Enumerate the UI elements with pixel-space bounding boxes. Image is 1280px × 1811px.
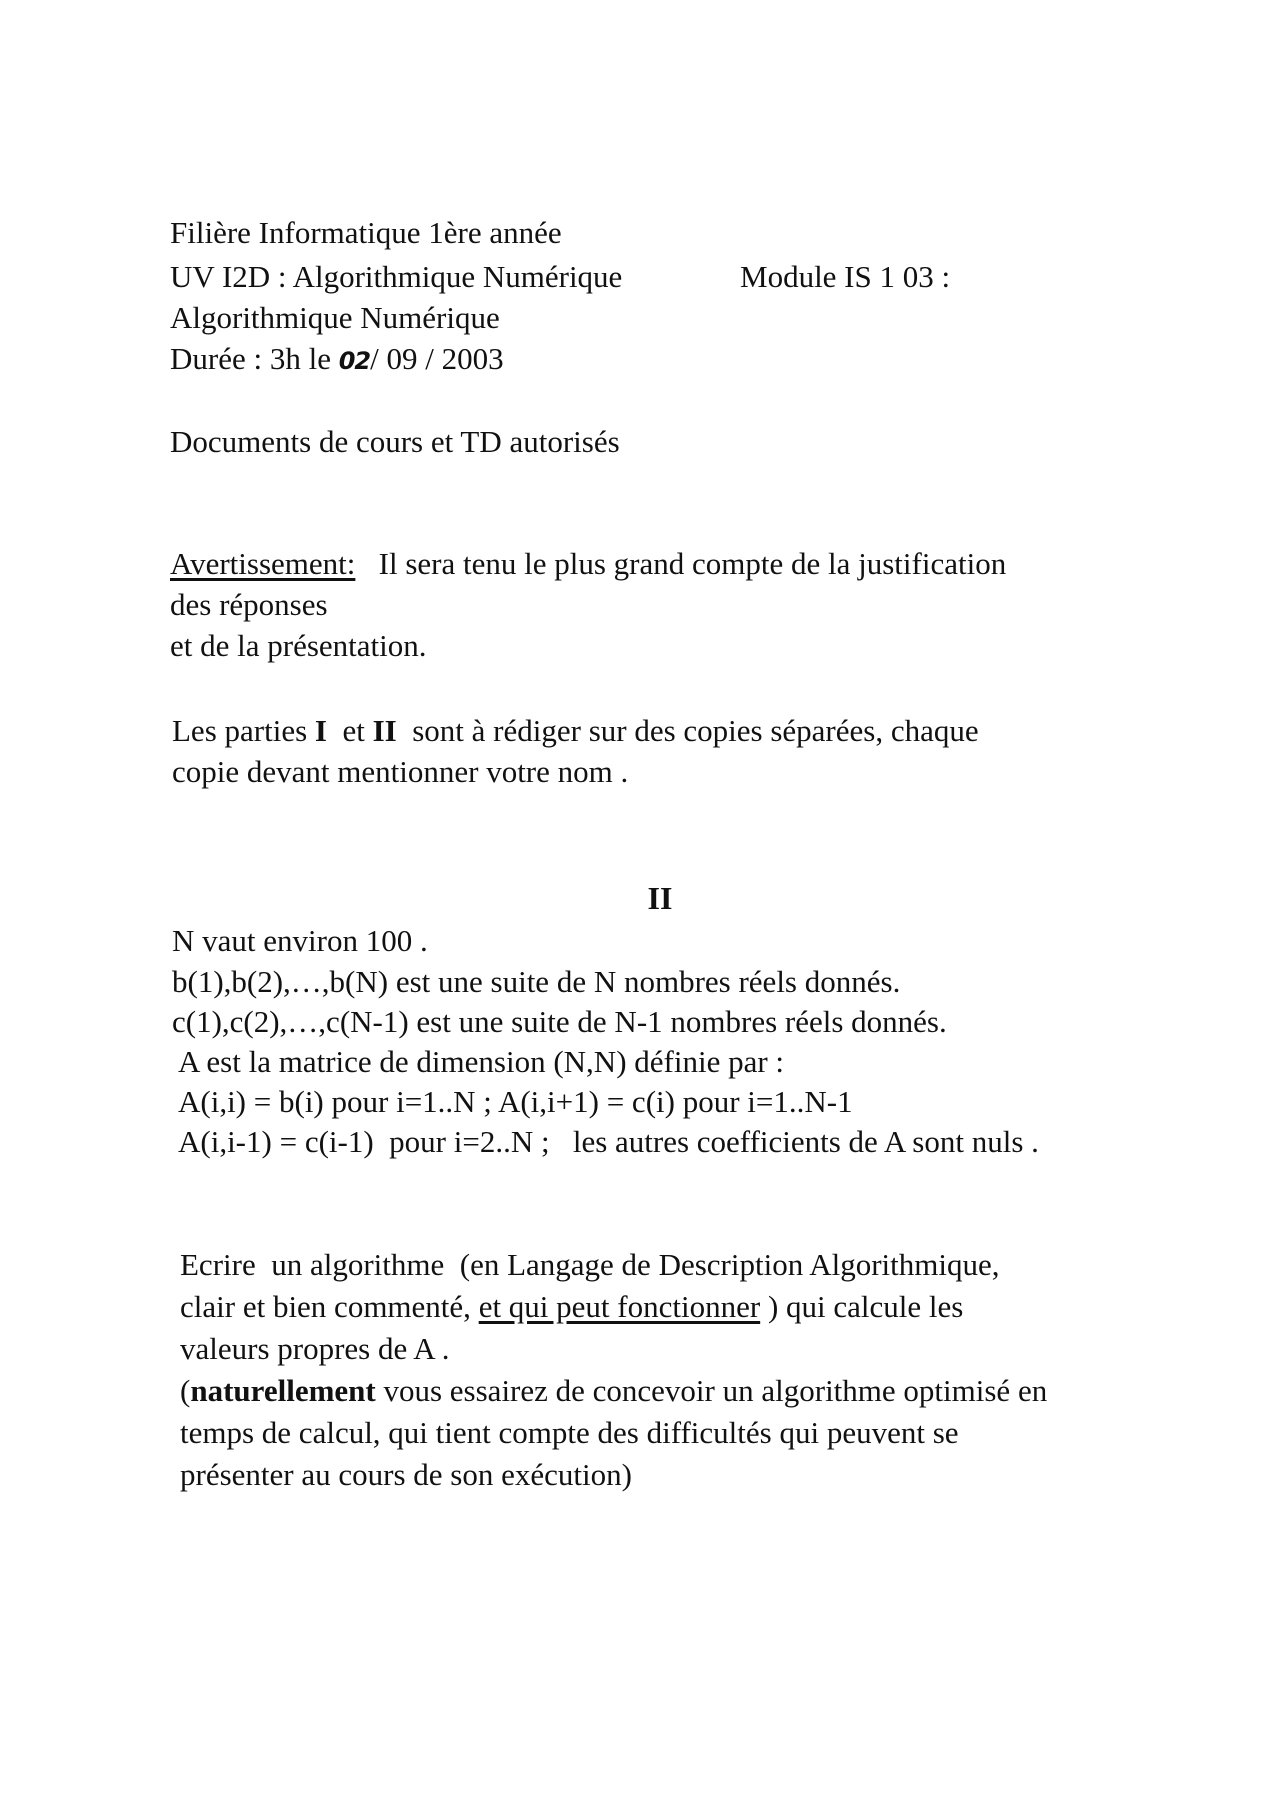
task-line-1: Ecrire un algorithme (en Langage de Description Algorithmique, — [180, 1247, 1000, 1282]
warning-text-1: Il sera tenu le plus grand compte de la justification — [355, 546, 1007, 581]
header-line-filiere: Filière Informatique 1ère année — [170, 215, 562, 250]
header-line-duration — [170, 340, 504, 380]
section-line: c(1),c(2),…,c(N-1) est une suite de N-1 nombres réels donnés. — [172, 1004, 947, 1039]
section-line: N vaut environ 100 . — [172, 923, 428, 958]
header-module: Module IS 1 03 : — [740, 259, 951, 294]
warning-label: Avertissement: — [170, 546, 356, 581]
task-line-6: présenter au cours de son exécution) — [180, 1457, 632, 1492]
task-text-a: clair et bien commenté, — [180, 1289, 479, 1324]
parts-line-2: copie devant mentionner votre nom . — [172, 754, 629, 789]
duration-prefix: Durée : 3h le — [170, 341, 339, 376]
warning-line-1 — [170, 545, 1006, 583]
parts-text-c: sont à rédiger sur des copies séparées, chaque — [396, 713, 979, 748]
part-I-label: I — [314, 713, 327, 748]
parts-text-b: et — [326, 713, 373, 748]
task-line-3: valeurs propres de A . — [180, 1331, 450, 1366]
task-paren: ( — [180, 1373, 191, 1408]
task-bold-word: naturellement — [190, 1373, 376, 1408]
date-rest: / 09 / 2003 — [370, 341, 504, 376]
documents-note: Documents de cours et TD autorisés — [170, 424, 620, 459]
section-line: A(i,i-1) = c(i-1) pour i=2..N ; les autres coefficients de A sont nuls . — [178, 1124, 1039, 1159]
part-II-label: II — [372, 713, 397, 748]
handwritten-day: 02 — [338, 347, 371, 375]
task-text-b: ) qui calcule les — [760, 1289, 964, 1324]
warning-line-2: des réponses — [170, 587, 328, 622]
section-title: II — [647, 880, 673, 916]
task-line-5: temps de calcul, qui tient compte des difficultés qui peuvent se — [180, 1415, 959, 1450]
header-line-algo: Algorithmique Numérique — [170, 300, 500, 335]
task-underlined: et qui peut fonctionner — [478, 1289, 761, 1324]
header-line-uv: UV I2D : Algorithmique Numérique — [170, 259, 623, 294]
section-line: A(i,i) = b(i) pour i=1..N ; A(i,i+1) = c(i) pour i=1..N-1 — [178, 1084, 853, 1119]
warning-line-3: et de la présentation. — [170, 628, 427, 663]
section-line: b(1),b(2),…,b(N) est une suite de N nombres réels donnés. — [172, 964, 901, 999]
parts-line-1 — [172, 712, 979, 750]
parts-text-a: Les parties — [172, 713, 315, 748]
task-line-2 — [180, 1288, 963, 1326]
task-line-4 — [180, 1372, 1047, 1410]
task-text-c: vous essairez de concevoir un algorithme optimisé en — [375, 1373, 1048, 1408]
section-line: A est la matrice de dimension (N,N) définie par : — [178, 1044, 785, 1079]
